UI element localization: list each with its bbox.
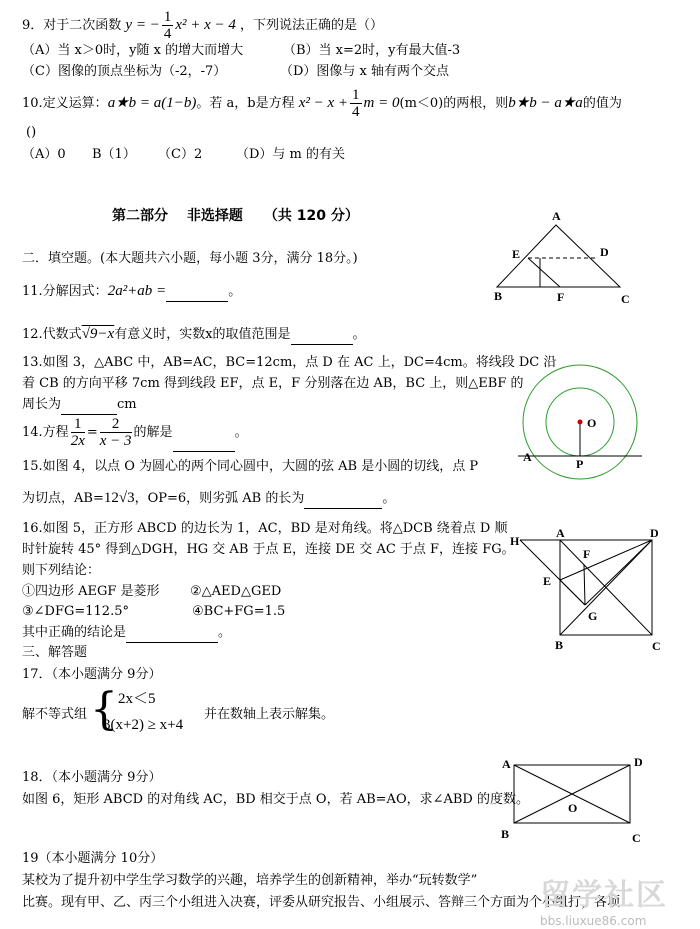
q12-expr: √9−x <box>81 326 115 342</box>
label-A: A <box>502 757 511 771</box>
q9-suffix: ，下列说法正确的是（） <box>240 18 384 33</box>
q16-line-1: 16.如图 5，正方形 ABCD 的边长为 1，AC，BD 是对角线。将△DCB 绕着点 D 顺 <box>22 521 508 536</box>
q11-text: 11.分解因式： <box>22 284 108 299</box>
center-dot <box>578 420 583 425</box>
q9-option-c: （C）图像的顶点坐标为（-2，-7） <box>22 64 227 79</box>
part2-heading: 二．填空题。(本大题共六小题，每小题 3分，满分 18分。) <box>22 251 358 266</box>
q18-text: 如图 6，矩形 ABCD 的对角线 AC，BD 相交于点 O，若 AB=AO，求∠ABD 的度数。 <box>22 792 529 807</box>
q19-line-2: 比赛。现有甲、乙、丙三个小组进入决赛，评委从研究报告、小组展示、答辩三个方面为个小组打，各项 <box>22 895 621 910</box>
q14-end: 。 <box>234 425 248 440</box>
q16-conclusion-1: ①四边形 AEGF 是菱形 <box>22 584 160 599</box>
q13-unit: cm <box>117 397 137 412</box>
q17-inequality-1: 2x＜5 <box>118 691 156 707</box>
q10-mid: 。若 a，b是方程 <box>196 96 295 111</box>
q14-rest: 的解是 <box>133 425 173 440</box>
q10-option-c: （C）2 <box>158 147 203 162</box>
q10-prefix: 10.定义运算： <box>22 96 108 111</box>
q16-line-2: 时针旋转 45° 得到△DGH，HG 交 AB 于点 E，连接 DE 交 AC 于点 F，连接 FG。 <box>22 542 515 557</box>
label-D: D <box>634 755 643 769</box>
label-F: F <box>583 547 591 561</box>
frac-num: 1 <box>163 9 172 25</box>
q14-text: 14.方程 <box>22 425 69 440</box>
q19-head: 19（本小题满分 10分） <box>22 851 164 866</box>
part3-heading: 三、解答题 <box>22 645 88 660</box>
label-P: P <box>576 457 584 471</box>
q10-eq-b: m = 0 <box>363 95 400 111</box>
q15-ab-value: 12√3 <box>103 490 135 506</box>
q15-end: 。 <box>382 491 396 506</box>
label-O: O <box>587 416 597 430</box>
q10-option-d: （D）与 m 的有关 <box>236 147 346 162</box>
q16-end: 。 <box>218 625 232 640</box>
q14-eq: = <box>86 425 98 440</box>
q10-expr: b★b − a★a <box>508 95 583 111</box>
q10-paren: () <box>26 125 37 140</box>
frac-den: 2x <box>70 433 85 449</box>
label-O: O <box>568 801 578 815</box>
segment-dg <box>585 540 652 605</box>
q9-option-b: （B）当 x=2时，y有最大值-3 <box>283 43 461 58</box>
q16-line-3: 则下列结论： <box>22 563 101 578</box>
q12-end: 。 <box>352 327 366 342</box>
q10-option-b: B（1） <box>92 147 136 162</box>
q12-text: 12.代数式 <box>22 327 82 342</box>
q9-option-a: （A）当 x＞0时，y随 x 的增大而增大 <box>22 43 244 58</box>
frac-den: 4 <box>163 26 172 42</box>
q10-eq-a: x² − x + <box>298 95 349 111</box>
q16-conclusion-3: ③∠DFG=112.5° <box>22 604 129 619</box>
watermark-logo: 留学社区 <box>540 878 668 913</box>
q9-prefix: 9．对于二次函数 <box>22 18 122 33</box>
q16-conclusion-2: ②△AED△GED <box>190 584 282 599</box>
q16-conclusion-4: ④BC+FG=1.5 <box>192 604 286 619</box>
q19-line-1: 某校为了提升初中学生学习数学的兴趣，培养学生的创新精神，举办“玩转数学” <box>22 873 478 888</box>
label-A: A <box>556 526 565 540</box>
label-D: D <box>600 245 609 259</box>
frac-num: 2 <box>100 416 132 433</box>
q10-def: a★b = a(1−b) <box>107 95 197 111</box>
label-D: D <box>650 526 659 540</box>
label-B: B <box>555 638 564 652</box>
q17-inequality-2: 3(x+2) ≥ x+4 <box>103 717 184 733</box>
q9-option-d: （D）图像与 x 轴有两个交点 <box>280 64 450 79</box>
q15-text-b: ，OP=6，则劣弧 AB 的长为 <box>134 491 305 506</box>
label-H: H <box>510 534 520 548</box>
q11-expr: 2a²+ab = <box>107 283 167 299</box>
label-C: C <box>652 639 661 653</box>
q12-rest: 有意义时，实数x的取值范围是 <box>114 327 291 342</box>
q17-head: 17．（本小题满分 9分） <box>22 667 162 682</box>
section-title: 第二部分 非选择题 （共 120 分） <box>112 208 359 224</box>
segment-eg <box>560 580 585 605</box>
q17-rest: 并在数轴上表示解集。 <box>204 707 335 722</box>
label-A: A <box>552 209 561 223</box>
segment-fg <box>584 565 585 605</box>
q11-end: 。 <box>228 284 242 299</box>
segment-ef <box>528 258 560 287</box>
q9-eq-rhs: x² + x − 4 <box>175 17 236 33</box>
q15-text-a: 为切点，AB= <box>22 491 104 506</box>
label-C: C <box>621 292 630 306</box>
frac-num: 1 <box>352 87 360 103</box>
q10-suffix: 的值为 <box>582 96 622 111</box>
q13-line-2: 着 CB 的方向平移 7cm 得到线段 EF，点 E，F 分别落在边 AB，BC 上，则△EBF 的 <box>22 376 524 391</box>
q9-eq-lhs: y = − <box>125 17 160 33</box>
brace-icon: { <box>90 684 118 735</box>
label-E: E <box>512 247 521 261</box>
q16-last-text: 其中正确的结论是 <box>22 625 127 640</box>
watermark <box>540 870 668 928</box>
q13-last: 周长为 <box>22 397 62 412</box>
q18-head: 18．（本小题满分 9分） <box>22 770 162 785</box>
frac-num: 1 <box>71 416 85 433</box>
label-C: C <box>632 831 641 845</box>
q17-text: 解不等式组 <box>22 707 88 722</box>
frac-den: 4 <box>352 104 360 120</box>
watermark-url: bbs.liuxue86.com <box>540 914 647 928</box>
label-B: B <box>501 827 510 841</box>
q15-line-1: 15.如图 4，以点 O 为圆心的两个同心圆中，大圆的弦 AB 是小圆的切线，点 P <box>22 459 479 474</box>
q10-cond: (m＜0) <box>399 96 444 111</box>
label-E: E <box>543 574 552 588</box>
label-G: G <box>588 609 598 623</box>
label-F: F <box>557 290 565 304</box>
q10-option-a: （A）0 <box>22 147 66 162</box>
segment-de <box>560 540 652 580</box>
q13-line-1: 13.如图 3，△ABC 中，AB=AC，BC=12cm，点 D 在 AC 上，DC=4cm。将线段 DC 沿 <box>22 355 557 370</box>
frac-den: x − 3 <box>99 433 132 449</box>
label-A: A <box>523 450 532 464</box>
label-B: B <box>494 289 503 303</box>
q10-mid2: 的两根，则 <box>443 96 509 111</box>
